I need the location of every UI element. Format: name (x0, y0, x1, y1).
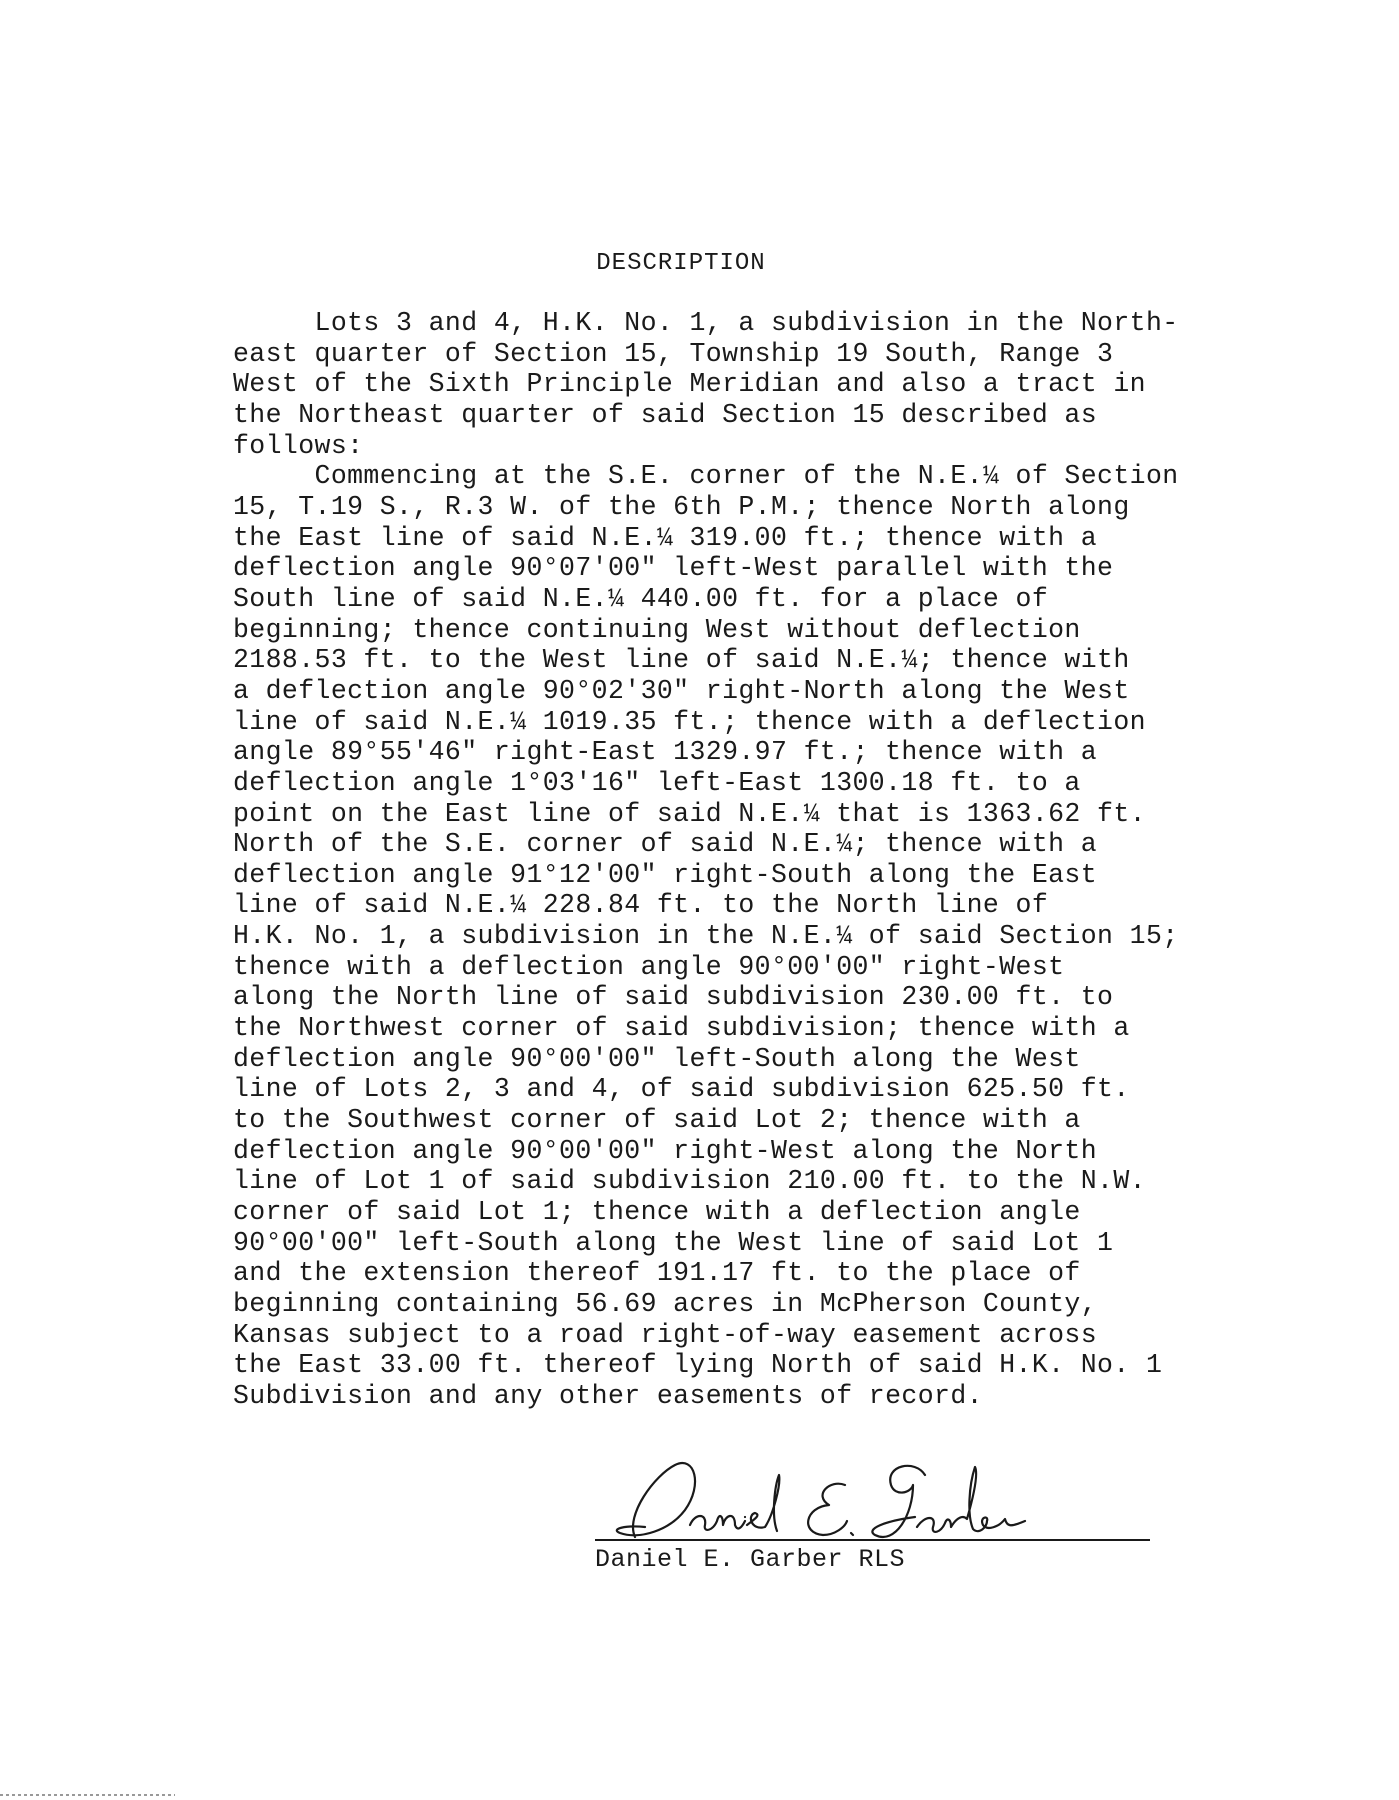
description-line: point on the East line of said N.E.¼ that is 1363.62 ft. (233, 798, 1146, 829)
description-line: the Northwest corner of said subdivision; thence with a (233, 1013, 1130, 1044)
description-line: North of the S.E. corner of said N.E.¼; thence with a (233, 829, 1098, 860)
description-line: deflection angle 90°07'00" left-West parallel with the (233, 553, 1114, 584)
description-line: line of said N.E.¼ 228.84 ft. to the North line of (233, 890, 1049, 921)
description-line: the East line of said N.E.¼ 319.00 ft.; thence with a (233, 522, 1098, 553)
description-line: line of said N.E.¼ 1019.35 ft.; thence with a deflection (233, 706, 1146, 737)
description-line: and the extension thereof 191.17 ft. to the place of (233, 1258, 1081, 1289)
description-line: corner of said Lot 1; thence with a deflection angle (233, 1197, 1081, 1228)
description-line: 15, T.19 S., R.3 W. of the 6th P.M.; thence North along (233, 491, 1130, 522)
scan-edge-mark (0, 1794, 175, 1796)
description-line: the Northeast quarter of said Section 15 described as (233, 399, 1098, 430)
description-line: line of Lot 1 of said subdivision 210.00 ft. to the N.W. (233, 1166, 1146, 1197)
description-line: east quarter of Section 15, Township 19 South, Range 3 (233, 338, 1114, 369)
description-line: follows: (233, 430, 364, 461)
description-line: deflection angle 1°03'16" left-East 1300.18 ft. to a (233, 767, 1081, 798)
description-line: beginning; thence continuing West without deflection (233, 614, 1081, 645)
description-line: 90°00'00" left-South along the West line of said Lot 1 (233, 1227, 1114, 1258)
description-line: deflection angle 90°00'00" right-West along the North (233, 1135, 1098, 1166)
legal-description (233, 308, 1193, 1412)
description-line: line of Lots 2, 3 and 4, of said subdivision 625.50 ft. (233, 1074, 1130, 1105)
signer-name: Daniel E. Garber RLS (595, 1545, 906, 1574)
handwritten-signature (595, 1455, 1155, 1545)
description-line: deflection angle 90°00'00" left-South along the West (233, 1043, 1081, 1074)
description-line: Commencing at the S.E. corner of the N.E.¼ of Section (233, 461, 1179, 492)
description-line: angle 89°55'46" right-East 1329.97 ft.; thence with a (233, 737, 1098, 768)
description-line: thence with a deflection angle 90°00'00" right-West (233, 951, 1065, 982)
description-line: beginning containing 56.69 acres in McPherson County, (233, 1289, 1098, 1319)
description-line: Kansas subject to a road right-of-way easement across (233, 1319, 1098, 1350)
description-line: South line of said N.E.¼ 440.00 ft. for a place of (233, 583, 1049, 614)
description-line: the East 33.00 ft. thereof lying North of said H.K. No. 1 (233, 1350, 1163, 1381)
description-line: Subdivision and any other easements of record. (233, 1380, 983, 1411)
description-line: to the Southwest corner of said Lot 2; thence with a (233, 1105, 1081, 1136)
description-line: H.K. No. 1, a subdivision in the N.E.¼ of said Section 15; (233, 921, 1179, 952)
document-title: DESCRIPTION (596, 250, 766, 277)
description-line: deflection angle 91°12'00" right-South along the East (233, 859, 1098, 890)
description-line: a deflection angle 90°02'30" right-North along the West (233, 675, 1130, 706)
description-line: 2188.53 ft. to the West line of said N.E.¼; thence with (233, 645, 1130, 676)
description-line: along the North line of said subdivision 230.00 ft. to (233, 982, 1114, 1013)
signature-block (595, 1455, 1155, 1575)
description-line: Lots 3 and 4, H.K. No. 1, a subdivision in the North- (233, 308, 1179, 338)
signature-line (595, 1539, 1150, 1541)
description-line: West of the Sixth Principle Meridian and also a tract in (233, 369, 1146, 400)
